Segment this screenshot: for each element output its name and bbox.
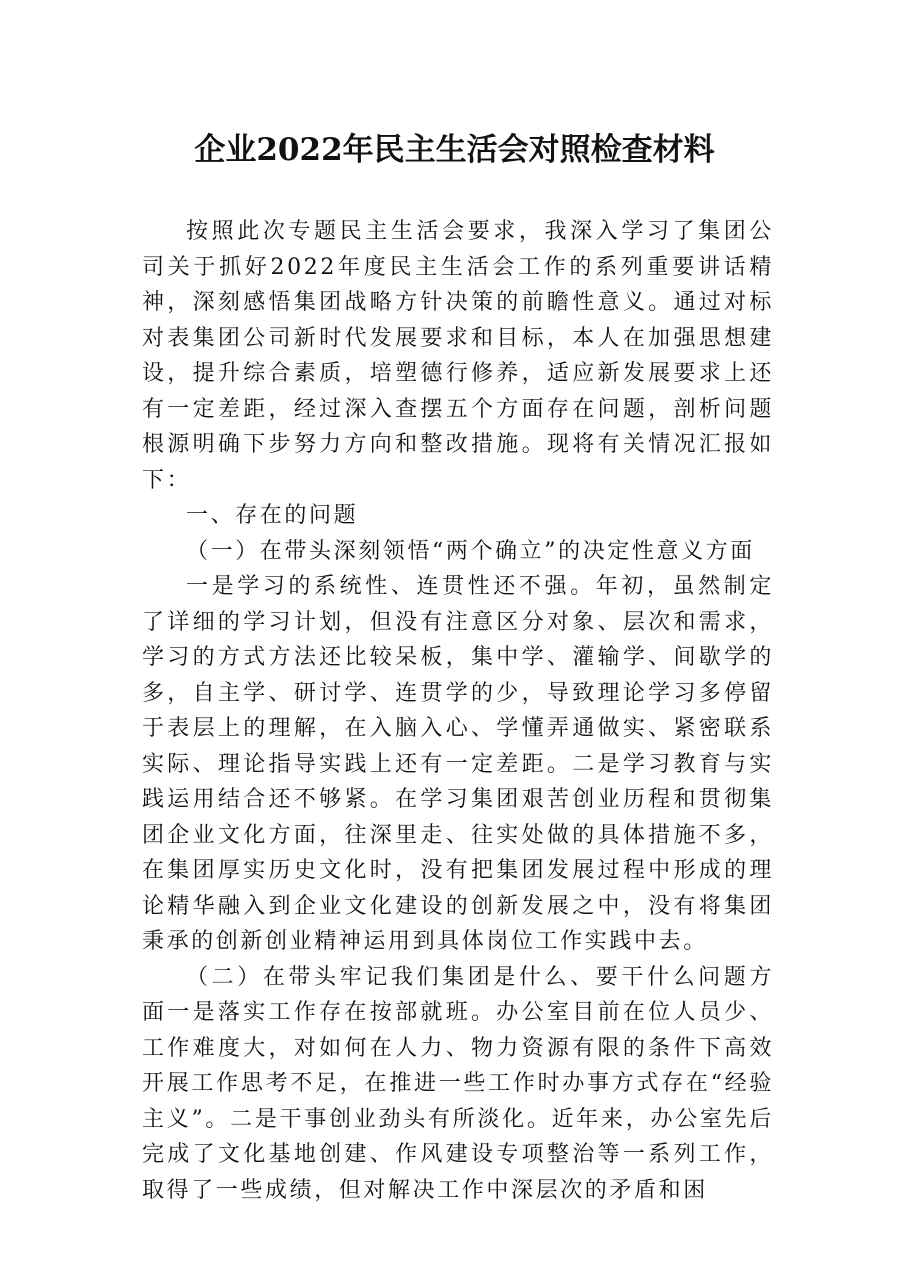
- document-title: 企业2022年民主生活会对照检查材料: [194, 132, 715, 168]
- intro-paragraph: 按照此次专题民主生活会要求，我深入学习了集团公司关于抓好2022年度民主生活会工作的系列重要讲话精神，深刻感悟集团战略方针决策的前瞻性意义。通过对标对表集团公司新时代发展要求和目标，本人在加强思想建设，提升综合素质，培塑德行修养，适应新发展要求上还有一定差距，经过深入查摆五个方面存在问题，剖析问题根源明确下步努力方向和整改措施。现将有关情况汇报如下：: [142, 219, 774, 493]
- document-body: [142, 214, 774, 1208]
- body-paragraph-2: （二）在带头牢记我们集团是什么、要干什么问题方面一是落实工作存在按部就班。办公室目前在位人员少、工作难度大，对如何在人力、物力资源有限的条件下高效开展工作思考不足，在推进一些工作时办事方式存在“经验主义”。二是干事创业劲头有所淡化。近年来，办公室先后完成了文化基地创建、作风建设专项整治等一系列工作，取得了一些成绩，但对解决工作中深层次的矛盾和困: [142, 964, 774, 1203]
- subsection-heading-1: （一）在带头深刻领悟“两个确立”的决定性意义方面: [186, 538, 755, 564]
- section-heading-problems: 一、存在的问题: [186, 503, 359, 528]
- body-paragraph-1: 一是学习的系统性、连贯性还不强。年初，虽然制定了详细的学习计划，但没有注意区分对象、层次和需求，学习的方式方法还比较呆板，集中学、灌输学、间歇学的多，自主学、研讨学、连贯学的少，导致理论学习多停留于表层上的理解，在入脑入心、学懂弄通做实、紧密联系实际、理论指导实践上还有一定差距。二是学习教育与实践运用结合还不够紧。在学习集团艰苦创业历程和贯彻集团企业文化方面，往深里走、往实处做的具体措施不多，在集团厚实历史文化时，没有把集团发展过程中形成的理论精华融入到企业文化建设的创新发展之中，没有将集团秉承的创新创业精神运用到具体岗位工作实践中去。: [142, 574, 774, 954]
